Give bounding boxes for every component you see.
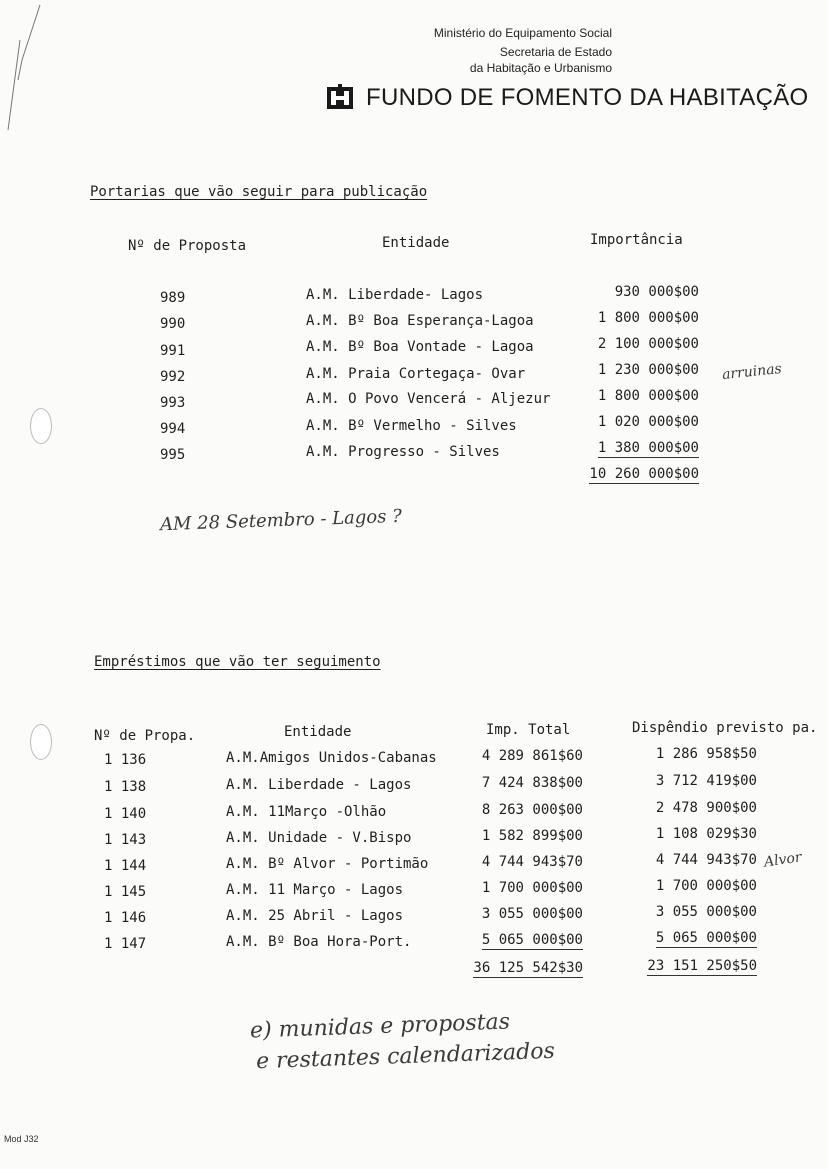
punch-hole-top (30, 408, 52, 444)
entidade-name: A.M. 11 Março - Lagos (226, 882, 404, 898)
emprestimos-header-total: Imp. Total (486, 722, 571, 738)
secretariat-line-1: Secretaria de Estado (499, 45, 612, 59)
importancia-value: 1 230 000$00 (597, 362, 699, 378)
proposta-number: 1 147 (104, 936, 147, 952)
dispendio-value: 1 108 029$30 (655, 826, 757, 842)
proposta-number: 1 143 (104, 832, 147, 848)
handwritten-note-line-2: e restantes calendarizados (255, 1038, 556, 1075)
entidade-name: A.M. Bº Vermelho - Silves (306, 418, 517, 434)
entidade-name: A.M. Liberdade- Lagos (306, 287, 484, 303)
organization-title: FUNDO DE FOMENTO DA HABITAÇÃO (366, 84, 809, 111)
form-code: Mod J32 (4, 1134, 39, 1144)
entidade-name: A.M. Progresso - Silves (306, 444, 500, 460)
imp-total-value: 1 700 000$00 (481, 880, 583, 896)
importancia-value: 930 000$00 (614, 284, 699, 300)
importancia-value: 1 800 000$00 (597, 310, 699, 326)
entidade-name: A.M. Bº Alvor - Portimão (226, 856, 429, 872)
portarias-header-entidade: Entidade (382, 235, 450, 251)
handwritten-margin-note-alvor: Alvor (763, 849, 803, 871)
dispendio-value: 3 055 000$00 (655, 904, 757, 920)
proposta-number: 990 (160, 316, 186, 332)
entidade-name: A.M. Bº Boa Esperança-Lagoa (306, 313, 534, 329)
imp-total-value: 7 424 838$00 (481, 775, 583, 791)
entidade-name: A.M. Praia Cortegaça- Ovar (306, 366, 526, 382)
punch-hole-bottom (30, 724, 52, 760)
emprestimos-header-proposta: Nº de Propa. (94, 728, 196, 744)
portarias-section-title: Portarias que vão seguir para publicação (90, 184, 428, 200)
importancia-value: 1 020 000$00 (597, 414, 699, 430)
handwritten-note-lagos: AM 28 Setembro - Lagos ? (159, 505, 403, 536)
proposta-number: 1 146 (104, 910, 147, 926)
dispendio-value: 1 286 958$50 (655, 746, 757, 762)
ffh-logo-icon (326, 84, 354, 110)
proposta-number: 992 (160, 369, 186, 385)
imp-total-value: 8 263 000$00 (481, 802, 583, 818)
emprestimos-section-title: Empréstimos que vão ter seguimento (94, 654, 381, 670)
importancia-value: 2 100 000$00 (597, 336, 699, 352)
entidade-name: A.M. Unidade - V.Bispo (226, 830, 412, 846)
imp-total-value: 3 055 000$00 (481, 906, 583, 922)
proposta-number: 993 (160, 395, 186, 411)
proposta-number: 995 (160, 447, 186, 463)
entidade-name: A.M. Liberdade - Lagos (226, 777, 412, 793)
emprestimos-total: 36 125 542$30 (473, 960, 583, 976)
handwritten-note-line-1: e) munidas e propostas (249, 1009, 511, 1044)
dispendio-value: 3 712 419$00 (655, 773, 757, 789)
portarias-header-proposta: Nº de Proposta (128, 238, 247, 254)
proposta-number: 989 (160, 290, 186, 306)
imp-total-value: 4 289 861$60 (481, 748, 583, 764)
ministry-name: Ministério do Equipamento Social (433, 26, 612, 40)
proposta-number: 1 138 (104, 779, 147, 795)
entidade-name: A.M. O Povo Vencerá - Aljezur (306, 391, 551, 407)
emprestimos-header-entidade: Entidade (284, 724, 352, 740)
portarias-header-importancia: Importância (590, 232, 683, 248)
importancia-value: 1 800 000$00 (597, 388, 699, 404)
dispendio-value: 4 744 943$70 (655, 852, 757, 868)
entidade-name: A.M. Bº Boa Hora-Port. (226, 934, 412, 950)
proposta-number: 1 144 (104, 858, 147, 874)
proposta-number: 1 145 (104, 884, 147, 900)
proposta-number: 991 (160, 343, 186, 359)
dispendio-value: 1 700 000$00 (655, 878, 757, 894)
entidade-name: A.M. Bº Boa Vontade - Lagoa (306, 339, 534, 355)
proposta-number: 994 (160, 421, 186, 437)
margin-pencil-line-icon (0, 0, 60, 160)
emprestimos-header-dispendio: Dispêndio previsto pa. (632, 720, 818, 736)
entidade-name: A.M. 11Março -Olhão (226, 804, 387, 820)
imp-total-value: 1 582 899$00 (481, 828, 583, 844)
proposta-number: 1 140 (104, 806, 147, 822)
entidade-name: A.M.Amigos Unidos-Cabanas (226, 750, 437, 766)
entidade-name: A.M. 25 Abril - Lagos (226, 908, 404, 924)
secretariat-line-2: da Habitação e Urbanismo (469, 61, 612, 75)
imp-total-value: 4 744 943$70 (481, 854, 583, 870)
portarias-total: 10 260 000$00 (589, 466, 699, 482)
dispendio-value: 2 478 900$00 (655, 800, 757, 816)
importancia-value: 1 380 000$00 (597, 440, 699, 456)
proposta-number: 1 136 (104, 752, 147, 768)
dispendio-value: 5 065 000$00 (655, 930, 757, 946)
emprestimos-total-dispendio: 23 151 250$50 (647, 958, 757, 974)
imp-total-value: 5 065 000$00 (481, 932, 583, 948)
handwritten-margin-note-portarias: arruinas (721, 360, 783, 384)
